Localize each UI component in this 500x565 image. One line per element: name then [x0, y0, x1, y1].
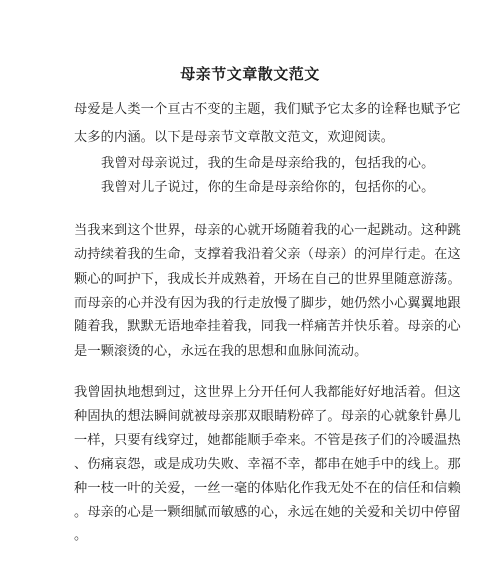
- document-title: 母亲节文章散文范文: [180, 65, 320, 83]
- paragraph-5-line-7: 。: [74, 528, 88, 543]
- paragraph-1-line-2: 太多的内涵。以下是母亲节文章散文范文，欢迎阅读。: [74, 130, 395, 145]
- paragraph-5-line-1: 我曾固执地想到过，这世界上分开任何人我都能好好地活着。但这: [74, 385, 461, 400]
- paragraph-5-line-6: 。母亲的心是一颗细腻而敏感的心，永远在她的关爱和关切中停留: [74, 505, 461, 520]
- paragraph-4-line-1: 当我来到这个世界，母亲的心就开场随着我的心一起跳动。这种跳: [74, 223, 461, 238]
- paragraph-5-line-4: 、伤痛哀怨，或是成功失败、幸福不幸，都串在她手中的线上。那: [74, 457, 461, 472]
- paragraph-4-line-6: 是一颗滚烫的心，永远在我的思想和血脉间流动。: [74, 344, 368, 359]
- paragraph-5-line-5: 种一枝一叶的关爱，一丝一毫的体贴化作我无处不在的信任和信赖: [74, 481, 461, 496]
- paragraph-4-line-3: 颗心的呵护下，我成长并成熟着，开场在自己的世界里随意游荡。: [74, 272, 461, 287]
- paragraph-4-line-2: 动持续着我的生命，支撑着我沿着父亲（母亲）的河岸行走。在这: [74, 247, 461, 262]
- paragraph-4-line-5: 随着我，默默无语地牵挂着我，同我一样痛苦并快乐着。母亲的心: [74, 319, 461, 334]
- paragraph-3-line: 我曾对儿子说过，你的生命是母亲给你的，包括你的心。: [101, 180, 435, 195]
- paragraph-5-line-2: 种固执的想法瞬间就被母亲那双眼睛粉碎了。母亲的心就象针鼻儿: [74, 409, 461, 424]
- paragraph-1-line-1: 母爱是人类一个亘古不变的主题，我们赋予它太多的诠释也赋予它: [74, 102, 461, 117]
- paragraph-2-line: 我曾对母亲说过，我的生命是母亲给我的，包括我的心。: [101, 156, 435, 171]
- paragraph-5-line-3: 一样，只要有线穿过，她都能顺手牵来。不管是孩子们的冷暖温热: [74, 433, 461, 448]
- paragraph-4-line-4: 而母亲的心并没有因为我的行走放慢了脚步，她仍然小心翼翼地跟: [74, 296, 461, 311]
